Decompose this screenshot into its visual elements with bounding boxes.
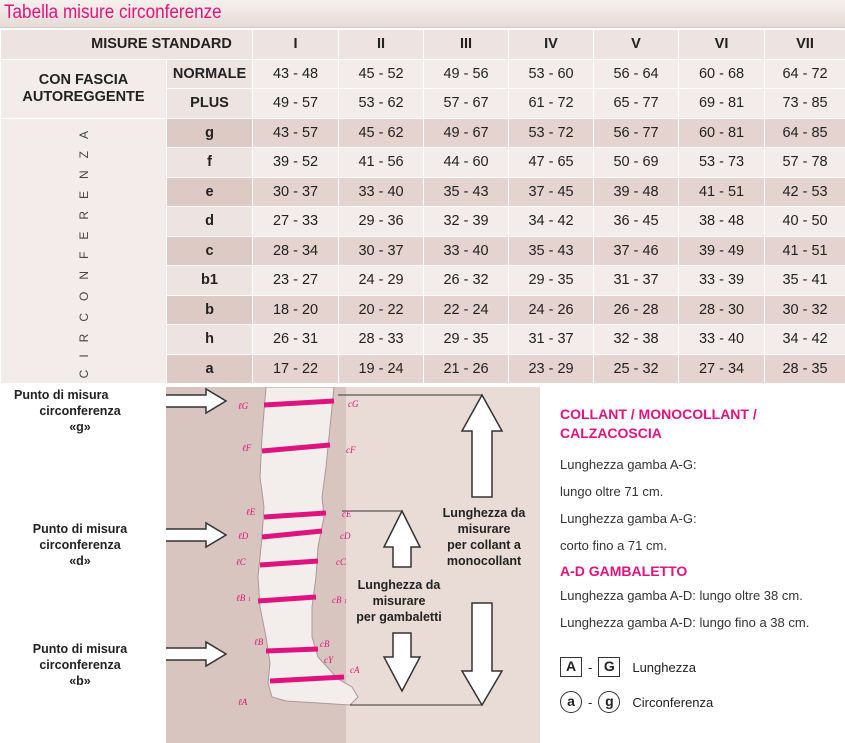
value-cell: 29 - 36 xyxy=(339,207,424,237)
circonferenza-label xyxy=(1,118,167,384)
value-cell: 21 - 26 xyxy=(424,354,509,384)
svg-text:cD: cD xyxy=(340,531,351,541)
row-label: NORMALE xyxy=(167,59,253,89)
value-cell: 25 - 32 xyxy=(594,354,679,384)
value-cell: 61 - 72 xyxy=(509,89,594,119)
value-cell: 53 - 62 xyxy=(339,89,424,119)
size-table xyxy=(0,29,845,384)
value-cell: 42 - 53 xyxy=(765,177,845,207)
value-cell: 41 - 56 xyxy=(339,148,424,178)
value-cell: 22 - 24 xyxy=(424,295,509,325)
value-cell: 28 - 33 xyxy=(339,325,424,355)
value-cell: 19 - 24 xyxy=(339,354,424,384)
value-cell: 26 - 32 xyxy=(424,266,509,296)
size-header: III xyxy=(424,30,509,60)
value-cell: 28 - 30 xyxy=(679,295,765,325)
svg-text:cE: cE xyxy=(342,509,352,519)
value-cell: 41 - 51 xyxy=(679,177,765,207)
svg-text:ℓA: ℓA xyxy=(238,697,248,707)
title-bar xyxy=(0,0,845,28)
value-cell: 36 - 45 xyxy=(594,207,679,237)
side-label-d: Punto di misura circonferenza «d» xyxy=(32,522,128,568)
value-cell: 41 - 51 xyxy=(765,236,845,266)
svg-text:1: 1 xyxy=(344,599,347,605)
row-letter: f xyxy=(167,148,253,178)
value-cell: 53 - 72 xyxy=(509,118,594,148)
value-cell: 49 - 57 xyxy=(253,89,339,119)
gambaletto-heading: A-D GAMBALETTO xyxy=(560,563,688,579)
vertical-label-text: CIRCONFERENZA xyxy=(76,119,91,379)
value-cell: 18 - 20 xyxy=(253,295,339,325)
value-cell: 26 - 28 xyxy=(594,295,679,325)
value-cell: 56 - 64 xyxy=(594,59,679,89)
fascia-label-line: CON FASCIA xyxy=(38,71,129,88)
value-cell: 23 - 29 xyxy=(509,354,594,384)
side-arrows xyxy=(166,389,226,666)
row-letter: b1 xyxy=(167,266,253,296)
size-header: VI xyxy=(679,30,765,60)
header-label: MISURE STANDARD xyxy=(1,30,253,60)
value-cell: 32 - 38 xyxy=(594,325,679,355)
value-cell: 57 - 78 xyxy=(765,148,845,178)
value-cell: 30 - 37 xyxy=(253,177,339,207)
value-cell: 28 - 34 xyxy=(253,236,339,266)
value-cell: 35 - 43 xyxy=(509,236,594,266)
svg-text:1: 1 xyxy=(248,597,251,603)
value-cell: 44 - 60 xyxy=(424,148,509,178)
collant-length-label: Lunghezza da misurare per collant a monocollant xyxy=(442,506,526,568)
value-cell: 56 - 77 xyxy=(594,118,679,148)
size-header: V xyxy=(594,30,679,60)
value-cell: 28 - 35 xyxy=(765,354,845,384)
svg-text:cY: cY xyxy=(324,655,333,665)
value-cell: 27 - 34 xyxy=(679,354,765,384)
value-cell: 39 - 49 xyxy=(679,236,765,266)
size-header: II xyxy=(339,30,424,60)
svg-text:cG: cG xyxy=(348,399,359,409)
svg-text:cC: cC xyxy=(336,557,346,567)
value-cell: 45 - 52 xyxy=(339,59,424,89)
value-cell: 31 - 37 xyxy=(509,325,594,355)
value-cell: 43 - 48 xyxy=(253,59,339,89)
table-row xyxy=(1,118,845,148)
value-cell: 35 - 41 xyxy=(765,266,845,296)
value-cell: 30 - 32 xyxy=(765,295,845,325)
value-cell: 26 - 31 xyxy=(253,325,339,355)
value-cell: 60 - 68 xyxy=(679,59,765,89)
legend-length: A - G Lunghezza xyxy=(560,657,696,677)
value-cell: 33 - 39 xyxy=(679,266,765,296)
collant-heading: COLLANT / MONOCOLLANT / CALZACOSCIA xyxy=(560,406,757,441)
value-cell: 49 - 67 xyxy=(424,118,509,148)
value-cell: 57 - 67 xyxy=(424,89,509,119)
value-cell: 73 - 85 xyxy=(765,89,845,119)
row-letter: c xyxy=(167,236,253,266)
row-letter: g xyxy=(167,118,253,148)
row-letter: b xyxy=(167,295,253,325)
svg-text:cB: cB xyxy=(320,639,330,649)
fascia-group-label xyxy=(1,59,167,118)
value-cell: 34 - 42 xyxy=(765,325,845,355)
svg-text:cA: cA xyxy=(350,665,360,675)
value-cell: 53 - 60 xyxy=(509,59,594,89)
size-header: IV xyxy=(509,30,594,60)
svg-text:ℓG: ℓG xyxy=(238,401,249,411)
info-panel xyxy=(548,395,845,743)
value-cell: 33 - 40 xyxy=(424,236,509,266)
value-cell: 39 - 52 xyxy=(253,148,339,178)
value-cell: 29 - 35 xyxy=(424,325,509,355)
leg-diagram-panel xyxy=(166,387,540,743)
value-cell: 37 - 45 xyxy=(509,177,594,207)
row-label: PLUS xyxy=(167,89,253,119)
svg-text:ℓF: ℓF xyxy=(242,443,252,453)
value-cell: 65 - 77 xyxy=(594,89,679,119)
table-row xyxy=(1,59,845,89)
svg-text:ℓD: ℓD xyxy=(238,531,249,541)
svg-text:cB: cB xyxy=(332,595,342,605)
svg-text:ℓB: ℓB xyxy=(236,593,246,603)
value-cell: 47 - 65 xyxy=(509,148,594,178)
svg-text:ℓC: ℓC xyxy=(236,557,246,567)
row-letter: d xyxy=(167,207,253,237)
value-cell: 69 - 81 xyxy=(679,89,765,119)
value-cell: 24 - 29 xyxy=(339,266,424,296)
svg-text:ℓE: ℓE xyxy=(246,507,256,517)
value-cell: 33 - 40 xyxy=(679,325,765,355)
svg-text:ℓB: ℓB xyxy=(254,637,264,647)
value-cell: 27 - 33 xyxy=(253,207,339,237)
size-header: VII xyxy=(765,30,845,60)
value-cell: 64 - 85 xyxy=(765,118,845,148)
value-cell: 31 - 37 xyxy=(594,266,679,296)
leg-outline xyxy=(258,387,358,705)
fascia-label-line: AUTOREGGENTE xyxy=(22,88,145,105)
value-cell: 33 - 40 xyxy=(339,177,424,207)
value-cell: 50 - 69 xyxy=(594,148,679,178)
side-label-g: Punto di misura xyxy=(14,388,109,402)
table-header-row xyxy=(1,30,845,60)
value-cell: 43 - 57 xyxy=(253,118,339,148)
value-cell: 64 - 72 xyxy=(765,59,845,89)
side-label-b: Punto di misura circonferenza «b» xyxy=(32,642,128,688)
page-title: Tabella misure circonferenze xyxy=(4,2,222,23)
value-cell: 32 - 39 xyxy=(424,207,509,237)
row-letter: a xyxy=(167,354,253,384)
side-label-g-2: circonferenza «g» xyxy=(39,404,121,434)
row-letter: h xyxy=(167,325,253,355)
svg-text:cF: cF xyxy=(346,445,356,455)
value-cell: 45 - 62 xyxy=(339,118,424,148)
value-cell: 24 - 26 xyxy=(509,295,594,325)
value-cell: 53 - 73 xyxy=(679,148,765,178)
value-cell: 40 - 50 xyxy=(765,207,845,237)
value-cell: 60 - 81 xyxy=(679,118,765,148)
value-cell: 38 - 48 xyxy=(679,207,765,237)
gambaletto-lines: Lunghezza gamba A-D: lungo oltre 38 cm. Lunghezza gamba A-D: lungo fino a 38 cm. xyxy=(560,588,810,630)
value-cell: 17 - 22 xyxy=(253,354,339,384)
value-cell: 39 - 48 xyxy=(594,177,679,207)
value-cell: 34 - 42 xyxy=(509,207,594,237)
value-cell: 30 - 37 xyxy=(339,236,424,266)
legend-circumference: a - g Circonferenza xyxy=(560,691,713,713)
value-cell: 49 - 56 xyxy=(424,59,509,89)
value-cell: 37 - 46 xyxy=(594,236,679,266)
value-cell: 29 - 35 xyxy=(509,266,594,296)
gambaletti-length-label: Lunghezza da misurare per gambaletti xyxy=(356,578,442,624)
collant-lines: Lunghezza gamba A-G: lungo oltre 71 cm. Lunghezza gamba A-G: corto fino a 71 cm. xyxy=(560,457,697,553)
value-cell: 20 - 22 xyxy=(339,295,424,325)
row-letter: e xyxy=(167,177,253,207)
size-header: I xyxy=(253,30,339,60)
value-cell: 35 - 43 xyxy=(424,177,509,207)
value-cell: 23 - 27 xyxy=(253,266,339,296)
